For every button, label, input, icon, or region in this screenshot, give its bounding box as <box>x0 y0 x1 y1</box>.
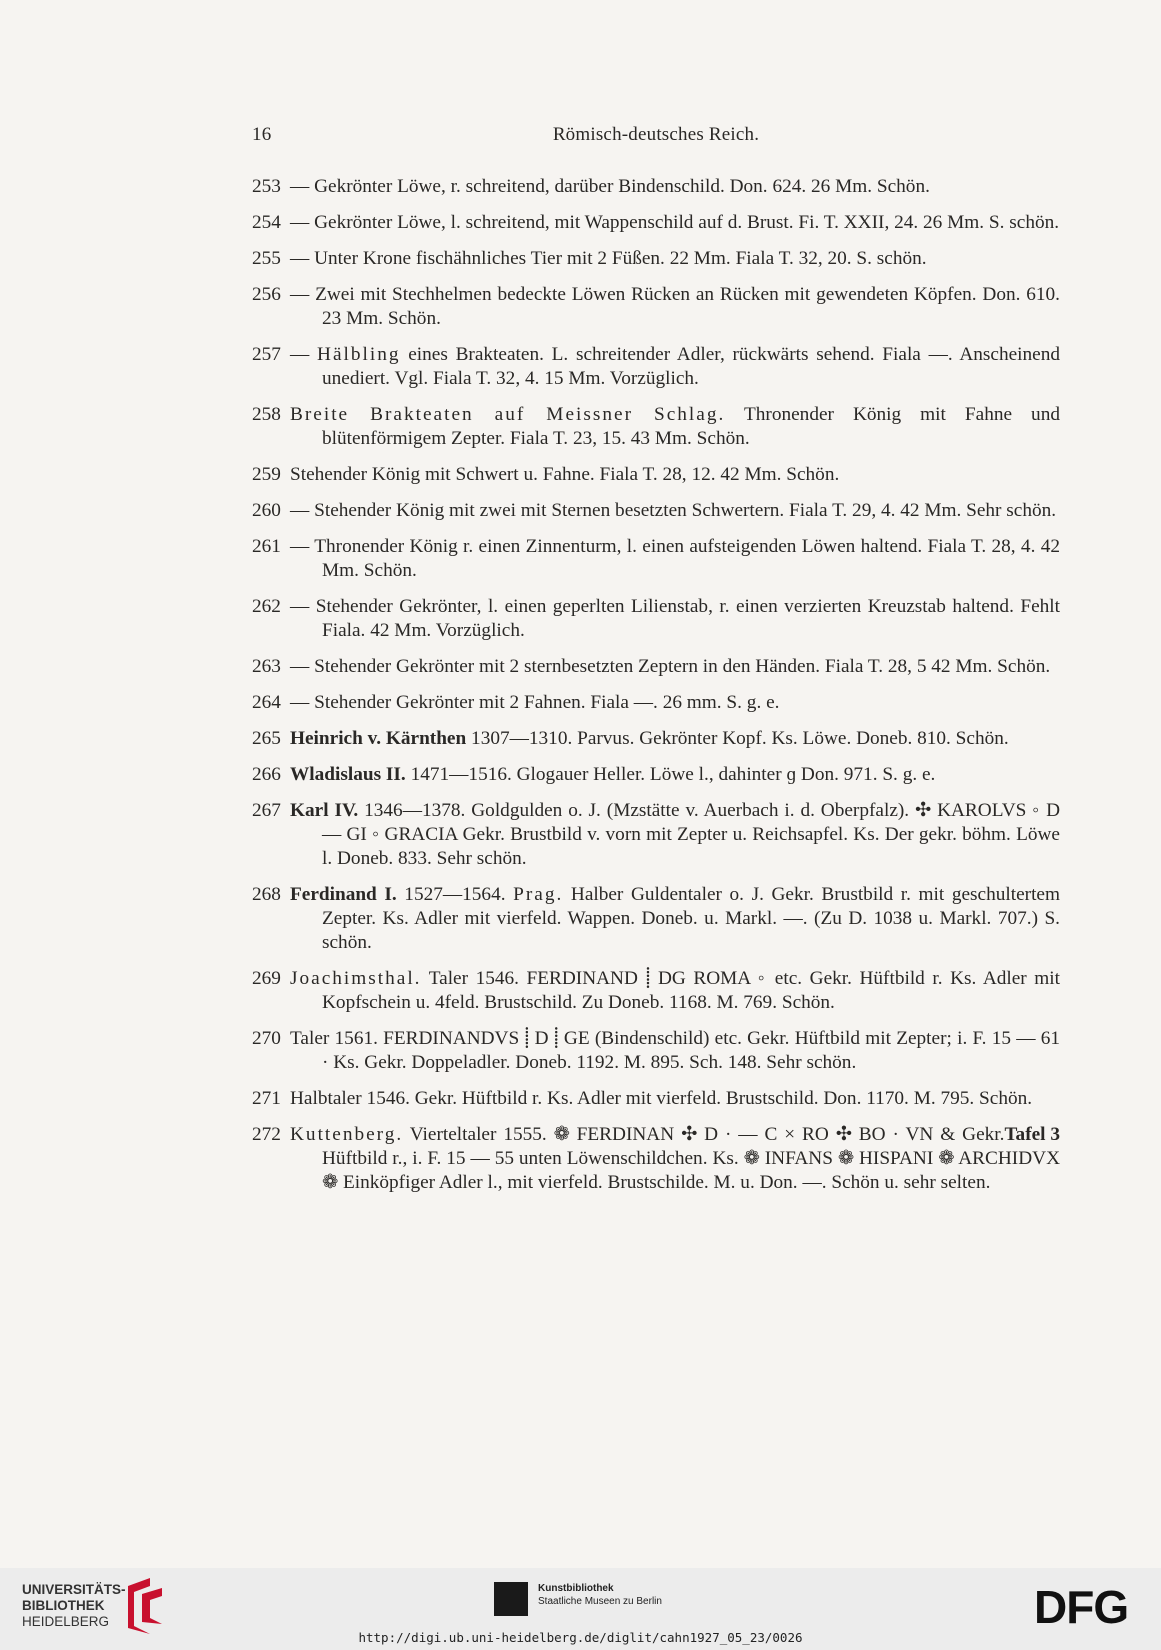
catalog-entry <box>252 595 1060 643</box>
mint-name: Breite Brakteaten auf Meissner Schlag. <box>290 404 726 425</box>
ub-logo-line: BIBLIOTHEK <box>22 1598 105 1613</box>
page-title: Römisch-deutsches Reich. <box>552 124 760 145</box>
entry-number: 269 <box>252 968 281 989</box>
ditto-dash: — <box>290 248 310 269</box>
entry-number: 263 <box>252 656 281 677</box>
catalog-entry <box>252 175 1060 199</box>
mint-name: Hälbling <box>317 344 401 365</box>
entry-number: 256 <box>252 284 281 305</box>
ruler-name: Heinrich v. Kärnthen <box>290 728 467 749</box>
footer-bar <box>0 1568 1161 1650</box>
ditto-dash: — <box>290 692 310 713</box>
entry-number: 272 <box>252 1124 281 1145</box>
entry-text: Stehender König mit Schwert u. Fahne. Fiala T. 28, 12. 42 Mm. Schön. <box>290 464 840 485</box>
entry-text: Zwei mit Stechhelmen bedeckte Löwen Rücken an Rücken mit gewendeten Köpfen. Don. 610. 23 Mm. Schön. <box>315 284 1060 329</box>
entry-number: 258 <box>252 404 281 425</box>
ditto-dash: — <box>290 536 310 557</box>
entry-text: Stehender Gekrönter mit 2 sternbesetzten Zeptern in den Händen. Fiala T. 28, 5 42 Mm. Schön. <box>314 656 1051 677</box>
source-url-link[interactable]: http://digi.ub.uni-heidelberg.de/diglit/cahn1927_05_23/0026 <box>358 1630 803 1645</box>
entry-text: 1307—1310. Parvus. Gekrönter Kopf. Ks. Löwe. Doneb. 810. Schön. <box>471 728 1009 749</box>
ditto-dash: — <box>290 344 310 365</box>
entry-text: 1471—1516. Glogauer Heller. Löwe l., dahinter ɡ Don. 971. S. g. e. <box>410 764 936 785</box>
entry-text: Unter Krone fischähnliches Tier mit 2 Füßen. 22 Mm. Fiala T. 32, 20. S. schön. <box>314 248 927 269</box>
entry-number: 259 <box>252 464 281 485</box>
entry-text: eines Brakteaten. L. schreitender Adler, rückwärts sehend. Fiala —. Anscheinend unediert. Vgl. Fiala T. 32, 4. 15 Mm. Vorzüglich. <box>322 344 1060 389</box>
ditto-dash: — <box>290 284 310 305</box>
entry-number: 271 <box>252 1088 281 1109</box>
catalog-entry <box>252 463 1060 487</box>
catalog-entry <box>252 763 1060 787</box>
entry-number: 264 <box>252 692 281 713</box>
ub-logo-line: HEIDELBERG <box>22 1614 110 1629</box>
entry-text: Halbtaler 1546. Gekr. Hüftbild r. Ks. Adler mit vierfeld. Brustschild. Don. 1170. M. 795. Schön. <box>290 1088 1033 1109</box>
catalog-entry <box>252 1087 1060 1111</box>
entry-number: 254 <box>252 212 281 233</box>
plate-reference: Tafel 3 <box>1004 1124 1060 1145</box>
ruler-name: Karl IV. <box>290 800 359 821</box>
kb-title: Kunstbibliothek <box>538 1583 614 1594</box>
entry-number: 268 <box>252 884 281 905</box>
entry-text: 1527—1564. <box>404 884 506 905</box>
entry-text: 1346—1378. Goldgulden o. J. (Mzstätte v. Auerbach i. d. Oberpfalz). ✣ KAROLVS ◦ D — GI ◦ GRACIA Gekr. Brustbild v. vorn mit Zepter u. Reichsapfel. Ks. Der gekr. böhm. Löwe l. Doneb. 833. Sehr schön. <box>322 800 1060 869</box>
entry-number: 262 <box>252 596 281 617</box>
ditto-dash: — <box>290 656 310 677</box>
catalog-entry <box>252 883 1060 955</box>
catalog-entry <box>252 247 1060 271</box>
catalog-entry <box>252 727 1060 751</box>
entry-text: Gekrönter Löwe, l. schreitend, mit Wappenschild auf d. Brust. Fi. T. XXII, 24. 26 Mm. S. schön. <box>314 212 1060 233</box>
catalog-entry <box>252 283 1060 331</box>
ub-logo-line: UNIVERSITÄTS- <box>22 1582 126 1597</box>
entry-number: 257 <box>252 344 281 365</box>
page-number: 16 <box>252 124 272 145</box>
catalog-entry <box>252 343 1060 391</box>
entry-text: Stehender König mit zwei mit Sternen besetzten Schwertern. Fiala T. 29, 4. 42 Mm. Sehr schön. <box>314 500 1057 521</box>
catalog-entry <box>252 655 1060 679</box>
ditto-dash: — <box>290 596 310 617</box>
entry-number: 265 <box>252 728 281 749</box>
catalog-entry <box>252 403 1060 451</box>
catalog-entry <box>252 499 1060 523</box>
kb-subtitle: Staatliche Museen zu Berlin <box>538 1596 662 1607</box>
entry-text: Stehender Gekrönter mit 2 Fahnen. Fiala —. 26 mm. S. g. e. <box>314 692 780 713</box>
entry-number: 266 <box>252 764 281 785</box>
entry-number: 253 <box>252 176 281 197</box>
entry-number: 270 <box>252 1028 281 1049</box>
kunstbibliothek-logo-icon[interactable] <box>494 1582 528 1616</box>
ruler-name: Wladislaus II. <box>290 764 406 785</box>
mint-name: Prag. <box>513 884 564 905</box>
catalog-entry <box>252 967 1060 1015</box>
ruler-name: Ferdinand I. <box>290 884 397 905</box>
entry-number: 267 <box>252 800 281 821</box>
ditto-dash: — <box>290 500 310 521</box>
entry-text: Halber Guldentaler o. J. Gekr. Brustbild r. mit geschultertem Zepter. Ks. Adler mit vierfeld. Wappen. Doneb. u. Markl. —. (Zu D. 1038 u. Markl. 707.) S. schön. <box>322 884 1060 953</box>
entry-text: Taler 1561. FERDINANDVS ⸽ D ⸽ GE (Bindenschild) etc. Gekr. Hüftbild mit Zepter; i. F. 15 — 61 · Ks. Gekr. Doppeladler. Doneb. 1192. M. 895. Sch. 148. Sehr schön. <box>290 1028 1060 1073</box>
catalog-entry <box>252 691 1060 715</box>
dfg-logo[interactable]: DFG <box>1034 1581 1129 1633</box>
entry-text: Thronender König r. einen Zinnenturm, l. einen aufsteigenden Löwen haltend. Fiala T. 28, 4. 42 Mm. Schön. <box>314 536 1060 581</box>
catalog-entry <box>252 799 1060 871</box>
catalog-entries <box>252 175 1060 1207</box>
ditto-dash: — <box>290 212 310 233</box>
ub-heidelberg-logo[interactable] <box>22 1582 126 1630</box>
mint-name: Kuttenberg. <box>290 1124 404 1145</box>
catalog-entry <box>252 211 1060 235</box>
ditto-dash: — <box>290 176 310 197</box>
ub-emblem-icon <box>120 1578 164 1634</box>
catalog-entry <box>252 1123 1060 1195</box>
entry-text: Gekrönter Löwe, r. schreitend, darüber Bindenschild. Don. 624. 26 Mm. Schön. <box>314 176 930 197</box>
entry-number: 255 <box>252 248 281 269</box>
entry-text: Vierteltaler 1555. ❁ FERDINAN ✣ D · — C × RO ✣ BO · VN & Gekr. Hüftbild r., i. F. 15 — 55 unten Löwenschildchen. Ks. ❁ INFANS ❁ HISPANI ❁ ARCHIDVX ❁ Einköpfiger Adler l., mit vierfeld. Brustschilde. M. u. Don. —. Schön u. sehr selten. <box>322 1124 1060 1193</box>
entry-text: Stehender Gekrönter, l. einen geperlten Lilienstab, r. einen verzierten Kreuzstab haltend. Fehlt Fiala. 42 Mm. Vorzüglich. <box>315 596 1060 641</box>
entry-text: Taler 1546. FERDINAND ⸽ DG ROMA ◦ etc. Gekr. Hüftbild r. Ks. Adler mit Kopfschein u. 4feld. Brustschild. Zu Doneb. 1168. M. 769. Schön. <box>322 968 1060 1013</box>
entry-number: 261 <box>252 536 281 557</box>
kunstbibliothek-label <box>538 1582 662 1608</box>
catalog-entry <box>252 535 1060 583</box>
mint-name: Joachimsthal. <box>290 968 422 989</box>
catalog-entry <box>252 1027 1060 1075</box>
entry-text: Thronender König mit Fahne und blütenförmigem Zepter. Fiala T. 23, 15. 43 Mm. Schön. <box>322 404 1060 449</box>
entry-number: 260 <box>252 500 281 521</box>
